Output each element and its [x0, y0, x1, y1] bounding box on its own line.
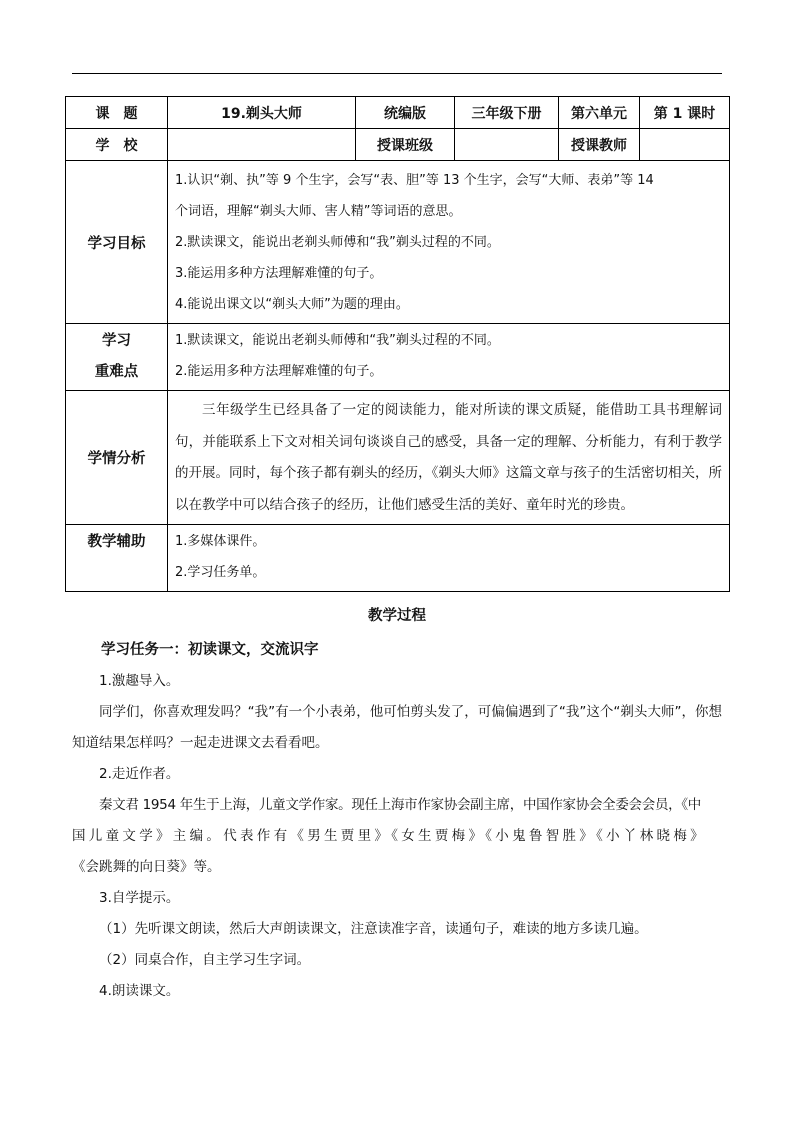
key-points-label-line1: 学习	[102, 333, 131, 349]
goal-line: 3.能运用多种方法理解难懂的句子。	[175, 266, 383, 281]
goal-line: 2.默读课文，能说出老剃头师傅和“我”剃头过程的不同。	[175, 235, 500, 250]
step-heading: 3.自学提示。	[99, 890, 180, 906]
lesson-info-table	[65, 96, 730, 592]
goal-line: 1.认识“剃、执”等 9 个生字，会写“表、胆”等 13 个生字，会写“大师、表弟”等 14	[175, 173, 654, 188]
goal-line: 个词语，理解“剃头大师、害人精”等词语的意思。	[175, 204, 462, 219]
teacher-label: 授课教师	[559, 129, 640, 161]
key-points-content	[168, 324, 730, 391]
key-point-line: 1.默读课文，能说出老剃头师傅和“我”剃头过程的不同。	[175, 333, 500, 348]
class-label: 授课班级	[356, 129, 455, 161]
table-row	[66, 97, 730, 129]
key-points-label	[66, 324, 168, 391]
table-row	[66, 324, 730, 391]
analysis-label: 学情分析	[66, 391, 168, 525]
teacher-value	[640, 129, 730, 161]
intro-paragraph: 同学们，你喜欢理发吗？“我”有一个小表弟，他可怕剪头发了，可偏偏遇到了“我”这个“剃头大师”，你想知道结果怎样吗？一起走进课文去看看吧。	[72, 704, 722, 751]
topic-label: 课 题	[66, 97, 168, 129]
analysis-content	[168, 391, 730, 525]
self-study-tip: （2）同桌合作，自主学习生字词。	[99, 952, 311, 968]
aids-content	[168, 525, 730, 592]
process-title: 教学过程	[368, 608, 426, 624]
lesson-number: 第 1 课时	[640, 97, 730, 129]
table-row	[66, 129, 730, 161]
class-value	[455, 129, 559, 161]
author-line: 《会跳舞的向日葵》等。	[72, 859, 221, 875]
step-heading: 1.激趣导入。	[99, 673, 180, 689]
unit: 第六单元	[559, 97, 640, 129]
task-heading: 学习任务一：初读课文，交流识字	[101, 642, 319, 658]
table-row	[66, 391, 730, 525]
lesson-title: 19.剃头大师	[168, 97, 356, 129]
aid-line: 1.多媒体课件。	[175, 534, 266, 549]
key-point-line: 2.能运用多种方法理解难懂的句子。	[175, 364, 383, 379]
process-body	[72, 635, 722, 1007]
author-line: 秦文君 1954 年生于上海，儿童文学作家。现任上海市作家协会副主席，中国作家协会全委会会员，《中	[99, 797, 701, 813]
goals-label: 学习目标	[66, 161, 168, 324]
step-heading: 2.走近作者。	[99, 766, 180, 782]
table-row	[66, 525, 730, 592]
header-rule	[72, 73, 722, 74]
goals-content	[168, 161, 730, 324]
key-points-label-line2: 重难点	[94, 364, 139, 380]
author-line: 国儿童文学》主编。代表作有《男生贾里》《女生贾梅》《小鬼鲁智胜》《小丫林晓梅》	[72, 828, 707, 844]
school-value	[168, 129, 356, 161]
step-heading: 4.朗读课文。	[99, 983, 180, 999]
aid-line: 2.学习任务单。	[175, 565, 266, 580]
grade: 三年级下册	[455, 97, 559, 129]
analysis-text: 三年级学生已经具备了一定的阅读能力，能对所读的课文质疑，能借助工具书理解词句，并能联系上下文对相关词句谈谈自己的感受，具备一定的理解、分析能力，有利于教学的开展。同时，每个孩子都有剃头的经历，《剃头大师》这篇文章与孩子的生活密切相关，所以在教学中可以结合孩子的经历，让他们感受生活的美好、童年时光的珍贵。	[175, 402, 722, 513]
goal-line: 4.能说出课文以“剃头大师”为题的理由。	[175, 297, 409, 312]
school-label: 学 校	[66, 129, 168, 161]
table-row	[66, 161, 730, 324]
aids-label: 教学辅助	[66, 525, 168, 592]
self-study-tip: （1）先听课文朗读，然后大声朗读课文，注意读准字音，读通句子，难读的地方多读几遍。	[99, 921, 648, 937]
edition: 统编版	[356, 97, 455, 129]
